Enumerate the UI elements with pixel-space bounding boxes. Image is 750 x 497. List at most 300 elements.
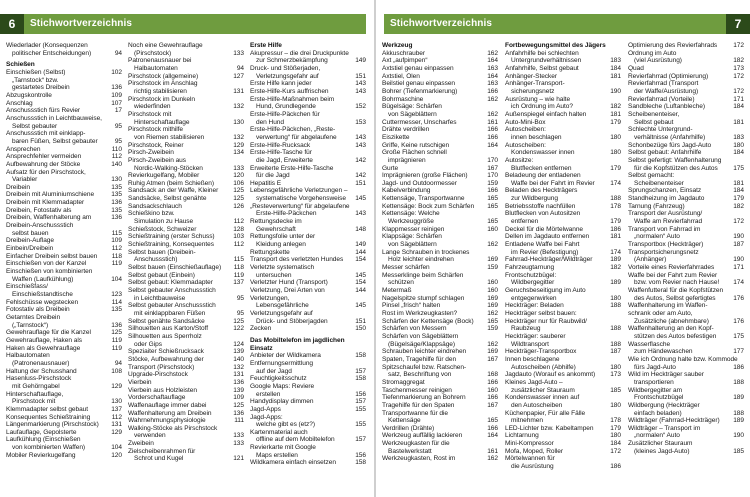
entry-page-ref: 182 <box>733 202 744 210</box>
entry-page-ref: 152 <box>355 103 366 111</box>
entry-page-ref: 157 <box>355 367 366 375</box>
entry-text: Transport von Fahrrad im <box>628 225 701 233</box>
index-entry <box>628 318 744 326</box>
index-entry <box>382 50 498 58</box>
entry-page-ref: 153 <box>355 118 366 126</box>
entry-page-ref: 179 <box>610 424 621 432</box>
entry-text: Blutflecken von Autositzen <box>505 210 581 218</box>
index-entry <box>382 264 498 272</box>
entry-text: Einschießen von der Kanzel <box>6 260 87 268</box>
entry-page-ref: 169 <box>487 348 498 356</box>
entry-text: Einschießen von kombinierten <box>6 268 93 276</box>
entry-text: „Resteverwertung“ für abgelaufene <box>250 202 350 210</box>
entry-text: Axtstiel genau einpassen <box>382 64 454 72</box>
entry-text: Ansprechfehler vermeiden <box>6 153 82 161</box>
index-columns <box>6 42 368 493</box>
entry-text: Selbst gebauter Anschussstich <box>128 302 216 310</box>
entry-page-ref: 174 <box>733 279 744 287</box>
entry-text: Revierfahrrad (Optimierung) <box>628 72 709 80</box>
index-entry <box>382 356 498 364</box>
index-entry <box>128 88 244 96</box>
entry-page-ref: 95 <box>114 122 122 130</box>
entry-text: Kondenswasser innen <box>511 149 575 157</box>
entry-page-ref: 129 <box>111 382 122 390</box>
entry-page-ref: 169 <box>487 256 498 264</box>
index-entry <box>250 73 366 81</box>
index-entry <box>250 249 366 257</box>
entry-page-ref: 163 <box>487 80 498 88</box>
index-entry <box>382 226 498 234</box>
entry-text: Verletzte systematisch <box>250 264 315 272</box>
index-entry <box>382 88 498 96</box>
index-entry <box>505 218 621 226</box>
entry-page-ref: 188 <box>610 195 621 203</box>
index-entry <box>6 268 122 276</box>
entry-page-ref: 162 <box>487 241 498 249</box>
entry-text: Heckträger: Beladen <box>505 302 564 310</box>
entry-text: Maps erstellen <box>256 451 298 459</box>
entry-text: Einbein/Dreibein <box>6 245 54 253</box>
index-entry <box>128 42 244 50</box>
index-entry <box>628 341 744 349</box>
entry-text: für die Jagd <box>256 172 290 180</box>
entry-text: Klappsäge: Schärfen <box>382 233 442 241</box>
entry-text: Beladen des Heckträgers <box>505 187 578 195</box>
entry-page-ref: 119 <box>111 260 122 268</box>
entry-text: schützen <box>388 279 414 287</box>
entry-text: Erste-Hilfe-Päckchen für <box>250 110 320 118</box>
entry-text: Einfacher Dreibein selbst bauen <box>6 252 98 260</box>
entry-text: Außenspiegel einfach halten <box>505 110 587 118</box>
index-entry <box>250 149 366 157</box>
index-entry <box>128 96 244 104</box>
index-entry <box>250 80 366 88</box>
entry-text: Klappmesser reinigen <box>382 225 445 233</box>
index-entry <box>6 345 122 353</box>
entry-page-ref: 94 <box>114 49 122 57</box>
index-entry <box>628 302 744 310</box>
entry-page-ref: 120 <box>111 451 122 459</box>
entry-text: Halbautomaten <box>6 352 50 360</box>
index-entry <box>250 375 366 383</box>
entry-page-ref: 162 <box>487 340 498 348</box>
index-entry <box>128 425 244 433</box>
index-entry <box>628 203 744 211</box>
index-entry <box>505 318 621 326</box>
entry-page-ref: 115 <box>111 229 122 237</box>
entry-text: Küchenpapier, Für alle Fälle <box>505 409 586 417</box>
entry-page-ref: 165 <box>487 202 498 210</box>
index-entry <box>6 100 122 108</box>
entry-page-ref: 166 <box>487 133 498 141</box>
entry-page-ref: 151 <box>355 317 366 325</box>
index-entry <box>505 210 621 218</box>
index-entry <box>128 402 244 410</box>
index-entry <box>6 84 122 92</box>
entry-text: transportieren <box>634 378 674 386</box>
entry-text: ich Ordnung im Auto? <box>511 103 573 111</box>
index-entry <box>505 279 621 287</box>
entry-page-ref: 133 <box>233 164 244 172</box>
index-entry <box>250 134 366 142</box>
entry-page-ref: 178 <box>610 417 621 425</box>
entry-text: von kombinierten Waffen) <box>12 444 86 452</box>
entry-page-ref: 179 <box>610 218 621 226</box>
index-entry <box>628 149 744 157</box>
index-entry <box>128 180 244 188</box>
entry-text: Revierkarte mit Google <box>250 444 316 452</box>
index-entry <box>6 115 122 123</box>
entry-text: Ausrüstung – wie halte <box>505 95 571 103</box>
entry-text: Rettungskette <box>250 248 290 256</box>
index-entry <box>250 157 366 165</box>
index-entry <box>505 432 621 440</box>
entry-text: Dellen im Jagdauto entfernen <box>505 233 590 241</box>
entry-text: Simulation zu Hause <box>134 218 194 226</box>
index-entry <box>250 119 366 127</box>
entry-text: Werkzeugkasten, Rost im <box>382 455 456 463</box>
entry-page-ref: 118 <box>233 264 244 272</box>
index-entry <box>505 119 621 127</box>
entry-text: Kabelverbindung <box>382 187 431 195</box>
entry-page-ref: 166 <box>487 394 498 402</box>
entry-text: Pinsel „frisch“ halten <box>382 302 441 310</box>
index-entry <box>505 287 621 295</box>
index-entry <box>505 226 621 234</box>
entry-page-ref: 175 <box>733 332 744 340</box>
entry-text: „normalen“ Auto <box>634 432 680 440</box>
index-entry <box>505 356 621 364</box>
index-entry <box>6 391 122 399</box>
entry-text: Anhänger-Transport- <box>505 80 565 88</box>
entry-text: oder Gips <box>134 340 162 348</box>
index-entry <box>628 195 744 203</box>
entry-page-ref: 109 <box>111 91 122 99</box>
index-entry <box>6 322 122 330</box>
index-entry <box>628 80 744 88</box>
entry-text: Betriebsstoffe nachfüllen <box>505 202 576 210</box>
entry-text: Quad <box>628 64 644 72</box>
index-entry <box>628 172 744 180</box>
entry-text: baren Füßen, Selbst gebauter <box>12 137 98 145</box>
index-entry <box>382 73 498 81</box>
index-entry <box>628 402 744 410</box>
index-entry <box>628 226 744 234</box>
entry-page-ref: 165 <box>487 195 498 203</box>
index-entry <box>6 314 122 322</box>
entry-text: Revierkugelfang, Mobiler <box>128 172 200 180</box>
entry-page-ref: 164 <box>487 57 498 65</box>
entry-text: Längenmarkierung (Pirschstock) <box>6 421 99 429</box>
entry-page-ref: 180 <box>610 363 621 371</box>
entry-page-ref: 187 <box>733 241 744 249</box>
index-entry <box>628 310 744 318</box>
entry-page-ref: 184 <box>733 103 744 111</box>
entry-text: Tiefenmarkierung an Bohrern <box>382 394 466 402</box>
entry-text: zum Händewaschen <box>634 348 693 356</box>
index-entry <box>505 272 621 280</box>
index-entry <box>250 264 366 272</box>
entry-text: (viel Ausrüstung) <box>634 57 682 65</box>
index-entry <box>505 172 621 180</box>
entry-page-ref: 174 <box>610 248 621 256</box>
entry-text: Raubzeug <box>511 325 541 333</box>
index-entry <box>128 341 244 349</box>
index-entry <box>505 187 621 195</box>
entry-page-ref: 114 <box>111 298 122 306</box>
entry-page-ref: 188 <box>610 340 621 348</box>
entry-text: Hinterschaftauflage <box>134 118 190 126</box>
entry-text: Kleidung anlegen <box>256 241 306 249</box>
entry-text: Kleines Jagd-Auto – <box>505 378 563 386</box>
entry-page-ref: 131 <box>111 421 122 429</box>
entry-text: richtig stabilisieren <box>134 87 187 95</box>
entry-page-ref: 164 <box>487 72 498 80</box>
entry-text: entfernen <box>511 218 539 226</box>
entry-text: Griffe, Keine rutschigen <box>382 141 450 149</box>
entry-page-ref: 163 <box>487 64 498 72</box>
entry-text: Erste-Hilfe-Päckchen, „Reste- <box>250 126 336 134</box>
index-entry <box>6 360 122 368</box>
entry-page-ref: 160 <box>487 287 498 294</box>
entry-text: Drähte verdrillen <box>382 126 430 134</box>
entry-page-ref: 188 <box>610 325 621 333</box>
index-entry <box>250 165 366 173</box>
entry-page-ref: 167 <box>487 401 498 409</box>
entry-text: selbst bauen <box>12 229 49 237</box>
index-entry <box>6 42 122 50</box>
index-entry <box>128 272 244 280</box>
entry-page-ref: 132 <box>233 363 244 371</box>
index-entry <box>250 187 366 195</box>
entry-page-ref: 180 <box>610 133 621 141</box>
entry-page-ref: 130 <box>233 118 244 126</box>
entry-text: „Tarnstock“ bzw. <box>12 76 59 84</box>
index-entry <box>628 379 744 387</box>
index-entry <box>250 57 366 65</box>
index-entry <box>505 96 621 104</box>
entry-text: Untergrundverhältnissen <box>511 57 582 65</box>
entry-text: Anschussstich in Leichtbauweise, <box>6 114 102 122</box>
entry-page-ref: 165 <box>487 417 498 425</box>
entry-text: Cuttermesser, Unscharfes <box>382 118 457 126</box>
index-entry <box>628 333 744 341</box>
entry-page-ref: 184 <box>733 187 744 195</box>
entry-page-ref: 171 <box>733 95 744 103</box>
entry-text: Dreibein, Waffenhalterung am <box>6 214 92 222</box>
entry-page-ref: 139 <box>233 386 244 394</box>
entry-text: Waffen (Laufkühlung) <box>12 275 74 283</box>
index-entry <box>250 103 366 111</box>
index-entry <box>505 348 621 356</box>
entry-text: Einschießen (Selbst) <box>6 68 66 76</box>
index-entry <box>6 291 122 299</box>
index-entry <box>628 394 744 402</box>
index-entry <box>382 310 498 318</box>
index-entry <box>250 241 366 249</box>
entry-text: den Autoscheiben <box>511 401 563 409</box>
entry-page-ref: 180 <box>610 432 621 440</box>
entry-page-ref: 125 <box>233 187 244 195</box>
index-entry <box>382 440 498 448</box>
entry-page-ref: 158 <box>355 459 366 467</box>
index-entry <box>382 65 498 73</box>
index-entry <box>628 73 744 81</box>
index-column <box>128 42 244 493</box>
entry-page-ref: 154 <box>355 256 366 264</box>
index-entry <box>505 402 621 410</box>
index-entry <box>505 195 621 203</box>
entry-page-ref: 184 <box>733 149 744 157</box>
index-entry <box>628 210 744 218</box>
entry-page-ref: 162 <box>487 309 498 317</box>
index-entry <box>128 279 244 287</box>
entry-page-ref: 167 <box>487 164 498 172</box>
entry-page-ref: 149 <box>355 57 366 65</box>
entry-page-ref: 109 <box>233 394 244 402</box>
index-entry <box>382 371 498 379</box>
index-entry <box>6 146 122 154</box>
entry-text: Google Maps: Reviere <box>250 382 315 390</box>
entry-text: stützen des Autos befestigen <box>634 332 717 340</box>
entry-page-ref: 185 <box>733 447 744 455</box>
index-entry <box>6 161 122 169</box>
entry-text: Waffenfutteral für die Kopfstützen <box>628 287 724 294</box>
index-entry <box>6 436 122 444</box>
section-heading: Einsatz <box>250 344 273 352</box>
index-entry <box>250 414 366 422</box>
entry-text: wiederfinden <box>134 103 171 111</box>
index-entry <box>382 379 498 387</box>
entry-page-ref: 164 <box>487 141 498 149</box>
entry-page-ref: 120 <box>233 172 244 180</box>
entry-page-ref: 102 <box>111 68 122 76</box>
entry-page-ref: 186 <box>610 225 621 233</box>
index-entry <box>250 96 366 104</box>
index-entry <box>505 364 621 372</box>
entry-text: mit Gehörngabel <box>12 382 60 390</box>
entry-text: Axtstiel, Ölen <box>382 72 420 80</box>
page-title: Stichwortverzeichnis <box>30 18 133 29</box>
entry-text: Anschlag <box>6 99 33 107</box>
entry-text: Pirsch-Zweibein <box>128 149 174 157</box>
index-entry <box>505 134 621 142</box>
entry-page-ref: 178 <box>610 202 621 210</box>
section-heading: Erste Hilfe <box>250 42 282 49</box>
index-entry <box>6 260 122 268</box>
index-entry <box>628 287 744 295</box>
entry-text: Anhänger-Stecker <box>505 72 557 80</box>
index-entry <box>6 176 122 184</box>
entry-page-ref: 181 <box>733 179 744 187</box>
entry-text: Waffenhalterung im Waffen- <box>628 302 708 310</box>
index-entry <box>128 333 244 341</box>
entry-page-ref: 137 <box>233 279 244 287</box>
entry-text: Anfahrhilfe bei schlechten <box>505 49 579 57</box>
entry-text: die Jagd, Erweiterte <box>256 156 313 164</box>
entry-page-ref: 182 <box>610 264 621 272</box>
entry-text: Zecken <box>250 325 272 333</box>
index-entry <box>382 272 498 280</box>
entry-page-ref: 129 <box>233 141 244 149</box>
index-entry <box>250 279 366 287</box>
entry-text: Zielscheibenrahmen für <box>128 447 196 455</box>
index-entry <box>382 195 498 203</box>
index-entry <box>628 432 744 440</box>
index-entry <box>6 283 122 291</box>
entry-text: Taschenmesser reinigen <box>382 386 452 394</box>
entry-page-ref: 136 <box>233 409 244 417</box>
index-entry <box>382 149 498 157</box>
entry-page-ref: 180 <box>610 401 621 409</box>
entry-text: Patronenausnauer bei <box>128 57 192 65</box>
index-entry <box>382 157 498 165</box>
entry-text: auf der Jagd <box>256 367 292 375</box>
index-entry <box>128 165 244 173</box>
entry-text: Vorteile eines Revierfahrrades <box>628 264 715 272</box>
entry-text: Große Flächen schnell <box>382 149 447 157</box>
entry-text: Messerklinge beim Schärfen <box>382 271 464 279</box>
entry-page-ref: 181 <box>610 110 621 118</box>
entry-page-ref: 119 <box>111 336 122 344</box>
index-entry <box>628 142 744 150</box>
index-entry <box>6 306 122 314</box>
entry-text: Anschussstich) <box>134 256 178 264</box>
entry-text: Tragehilfe für den Spaten <box>382 401 455 409</box>
index-entry <box>128 455 244 463</box>
index-entry <box>628 425 744 433</box>
entry-page-ref: 132 <box>233 103 244 111</box>
entry-text: Zusätzliche (abnehmbare) <box>634 317 709 325</box>
index-entry <box>628 180 744 188</box>
entry-text: Selbst gebaut: Klemmadapter <box>128 279 213 287</box>
entry-page-ref: 125 <box>233 195 244 203</box>
entry-page-ref: 158 <box>355 375 366 383</box>
entry-page-ref: 108 <box>111 367 122 375</box>
entry-page-ref: 142 <box>355 156 366 164</box>
entry-text: Transportbox (Heckträger) <box>628 241 704 249</box>
index-entry <box>382 126 498 134</box>
entry-page-ref: 133 <box>233 432 244 440</box>
index-entry <box>6 69 122 77</box>
entry-text: Werkzeuggröße <box>388 218 434 226</box>
index-entry <box>6 452 122 460</box>
index-entry <box>6 421 122 429</box>
entry-page-ref: 173 <box>733 64 744 72</box>
index-entry <box>6 329 122 337</box>
index-entry <box>128 318 244 326</box>
entry-text: Selbst genähte Sandsäcke <box>128 317 205 325</box>
index-entry <box>505 157 621 165</box>
entry-page-ref: 155 <box>355 405 366 413</box>
index-entry <box>6 230 122 238</box>
entry-text: Waffe bei der Fahrt zum Revier <box>628 271 718 279</box>
header-bar <box>0 14 366 34</box>
entry-page-ref: 142 <box>355 172 366 180</box>
index-entry <box>382 203 498 211</box>
entry-text: Nagelspitze stumpf schlagen <box>382 294 465 302</box>
index-entry <box>128 50 244 58</box>
entry-text: Bohrer (Tiefenmarkierung) <box>382 87 458 95</box>
index-entry <box>628 119 744 127</box>
entry-page-ref: 166 <box>487 187 498 195</box>
entry-text: Selbst gefertigt: Waffenhalterung <box>628 156 722 164</box>
entry-text: Waffe bei der Fahrt im Revier <box>511 179 595 187</box>
index-entry <box>382 425 498 433</box>
index-entry <box>128 187 244 195</box>
entry-text: Autoscheiben: <box>505 126 546 134</box>
entry-text: (Bügelsäge/Klappsäge) <box>388 340 456 348</box>
